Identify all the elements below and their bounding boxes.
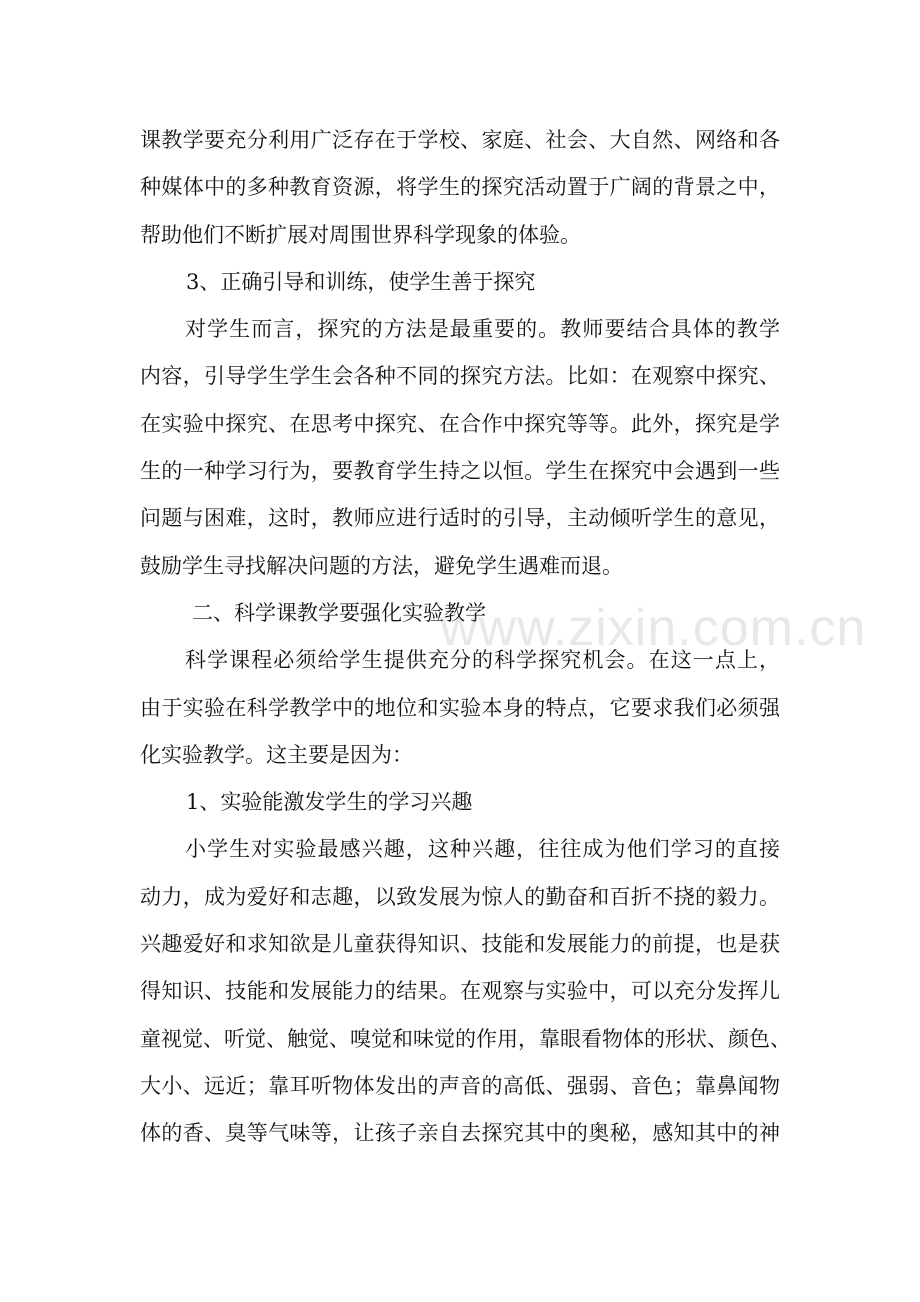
text-line: 生的一种学习行为，要教育学生持之以恒。学生在探究中会遇到一些 [140, 459, 780, 484]
text-line: 对学生而言，探究的方法是最重要的。教师要结合具体的教学 [185, 317, 780, 342]
text-line: 科学课程必须给学生提供充分的科学探究机会。在这一点上， [185, 648, 780, 673]
text-line: 种媒体中的多种教育资源，将学生的探究活动置于广阔的背景之中， [140, 175, 780, 200]
section-heading: 二、科学课教学要强化实验教学 [192, 600, 486, 625]
paragraph [140, 306, 780, 590]
text-line: 体的香、臭等气味等，让孩子亲自去探究其中的奥秘，感知其中的神 [140, 1121, 780, 1146]
text-line: 小学生对实验最感兴趣，这种兴趣，往往成为他们学习的直接 [185, 837, 780, 862]
paragraph [140, 826, 791, 1157]
text-line: 动力，成为爱好和志趣，以致发展为惊人的勤奋和百折不挠的毅力。 [140, 884, 780, 909]
text-line: 化实验教学。这主要是因为： [140, 742, 413, 767]
text-line: 兴趣爱好和求知欲是儿童获得知识、技能和发展能力的前提，也是获 [140, 932, 780, 957]
subsection-heading: 1、实验能激发学生的学习兴趣 [186, 790, 473, 815]
text-line: 问题与困难，这时，教师应进行适时的引导，主动倾听学生的意见， [140, 506, 780, 531]
paragraph [140, 117, 780, 259]
text-line: 课教学要充分利用广泛存在于学校、家庭、社会、大自然、网络和各 [140, 128, 780, 152]
text-line: 大小、远近；靠耳听物体发出的声音的高低、强弱、音色；靠鼻闻物 [140, 1073, 780, 1098]
text-line: 得知识、技能和发展能力的结果。在观察与实验中，可以充分发挥儿 [140, 979, 780, 1004]
text-line: 帮助他们不断扩展对周围世界科学现象的体验。 [140, 222, 581, 247]
text-line: 鼓励学生寻找解决问题的方法，避免学生遇难而退。 [140, 553, 623, 578]
watermark: www.zixin.com.cn [440, 599, 867, 657]
text-line: 在实验中探究、在思考中探究、在合作中探究等等。此外，探究是学 [140, 411, 780, 436]
text-line: 童视觉、听觉、触觉、嗅觉和味觉的作用，靠眼看物体的形状、颜色、 [140, 1026, 791, 1051]
subsection-heading: 3、正确引导和训练，使学生善于探究 [186, 269, 536, 294]
paragraph [140, 637, 780, 779]
text-line: 由于实验在科学教学中的地位和实验本身的特点，它要求我们必须强 [140, 695, 780, 720]
text-line: 内容，引导学生学生会各种不同的探究方法。比如：在观察中探究、 [140, 364, 780, 389]
